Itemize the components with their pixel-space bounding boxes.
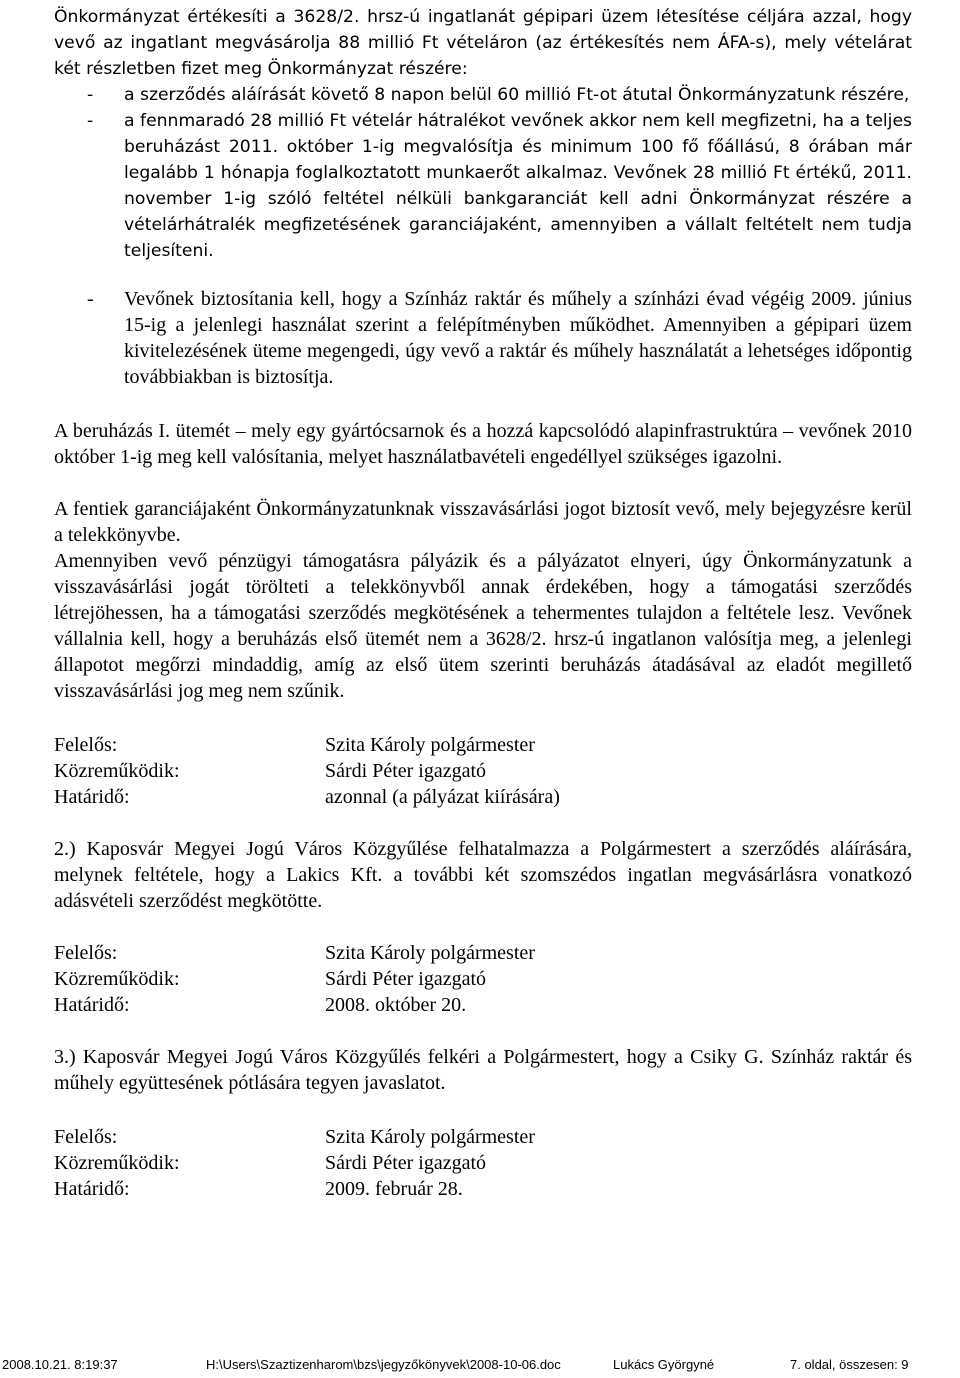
row-label: Felelős:	[54, 734, 118, 756]
paragraph: A fentiek garanciájaként Önkormányzatunknak visszavásárlási jogot biztosít vevő, mely bejegyzésre kerül a telekkönyvbe.	[54, 498, 912, 546]
row-label: Közreműködik:	[54, 760, 180, 782]
paragraph: Amennyiben vevő pénzügyi támogatásra pályázik és a pályázatot elnyeri, úgy Önkormányzatunk a visszavásárlási jogát törölteti a telekkönyvből annak érdekében, hogy a támogatási szerződés létrejöhessen, ha a támogatási szerződés megkötésének a tehermentes tulajdon a feltétele lesz. Vevőnek vállalnia kell, hogy a beruházás első ütemét nem a 3628/2. hrsz-ú ingatlanon valósítja meg, a jelenlegi állapotot megőrzi mindaddig, amíg az első ütem szerinti beruházás átadásával az eladót megillető visszavásárlási jog meg nem szűnik.	[54, 550, 912, 702]
point-3	[54, 1044, 912, 1096]
list-dash: -	[87, 85, 94, 105]
responsible-row	[54, 940, 912, 966]
responsibility-block	[54, 732, 912, 810]
responsible-row	[54, 732, 912, 758]
row-label: Közreműködik:	[54, 968, 180, 990]
row-label: Közreműködik:	[54, 1152, 180, 1174]
row-value: azonnal (a pályázat kiírására)	[325, 786, 560, 808]
row-value: Szita Károly polgármester	[325, 942, 535, 964]
footer-datetime: 2008.10.21. 8:19:37	[2, 1357, 118, 1372]
list-item-text: Vevőnek biztosítania kell, hogy a Színház raktár és műhely a színházi évad végéig 2009. június 15-ig a jelenlegi használat szerint a felépítményben működhet. Amennyiben a gépipari üzem kivitelezésének üteme megengedi, úgy vevő a raktár és műhely használatát a lehetséges időpontig továbbiakban is biztosítja.	[124, 288, 912, 388]
deadline-row	[54, 992, 912, 1018]
responsibility-block	[54, 940, 912, 1018]
footer-file-path: H:\Users\Szaztizenharom\bzs\jegyzőkönyvek\2008-10-06.doc	[206, 1357, 561, 1372]
row-value: Szita Károly polgármester	[325, 734, 535, 756]
subsidy-paragraph	[54, 548, 912, 704]
list-item	[54, 286, 912, 390]
deadline-row	[54, 784, 912, 810]
investment-paragraph	[54, 418, 912, 470]
row-value: Sárdi Péter igazgató	[325, 1152, 487, 1174]
list-item-text: a szerződés aláírását követő 8 napon belül 60 millió Ft-ot átutal Önkormányzatunk részére,	[124, 85, 910, 105]
page-footer	[0, 1356, 960, 1374]
responsible-row	[54, 1124, 912, 1150]
footer-author: Lukács Györgyné	[613, 1357, 715, 1372]
row-label: Határidő:	[54, 786, 130, 808]
paragraph: 2.) Kaposvár Megyei Jogú Város Közgyűlése felhatalmazza a Polgármestert a szerződés aláírására, melynek feltétele, hogy a Lakics Kft. a további két szomszédos ingatlan megvásárlásra vonatkozó adásvételi szerződést megkötötte.	[54, 838, 912, 912]
intro-section	[54, 4, 912, 264]
intro-item-3	[54, 286, 912, 390]
list-item	[54, 82, 912, 108]
paragraph: A beruházás I. ütemét – mely egy gyártócsarnok és a hozzá kapcsolódó alapinfrastruktúra – vevőnek 2010 október 1-ig meg kell valósítania, melyet használatbavételi engedéllyel szükséges igazolni.	[54, 420, 912, 468]
contributor-row	[54, 966, 912, 992]
responsibility-block	[54, 1124, 912, 1202]
intro-paragraph: Önkormányzat értékesíti a 3628/2. hrsz-ú ingatlanát gépipari üzem létesítése céljára azzal, hogy vevő az ingatlant megvásárolja 88 millió Ft vételáron (az értékesítés nem ÁFA-s), mely vételárat két részletben fizet meg Önkormányzat részére:	[54, 7, 912, 79]
row-label: Határidő:	[54, 1178, 130, 1200]
point-2	[54, 836, 912, 914]
list-dash: -	[87, 111, 94, 131]
row-label: Felelős:	[54, 942, 118, 964]
row-value: Sárdi Péter igazgató	[325, 760, 487, 782]
list-item	[54, 108, 912, 264]
row-label: Felelős:	[54, 1126, 118, 1148]
contributor-row	[54, 758, 912, 784]
deadline-row	[54, 1176, 912, 1202]
list-item-text: a fennmaradó 28 millió Ft vételár hátralékot vevőnek akkor nem kell megfizetni, ha a teljes beruházást 2011. október 1-ig megvalósítja és minimum 100 fő főállású, 8 órában már legalább 1 hónapja foglalkoztatott munkaerőt alkalmaz. Vevőnek 28 millió Ft értékű, 2011. november 1-ig szóló feltétel nélküli bankgaranciát kell adni Önkormányzat részére a vételárhátralék megfizetésének garanciájaként, amennyiben a vállalt feltételt nem tudja teljesíteni.	[124, 111, 912, 261]
row-value: 2009. február 28.	[325, 1178, 463, 1200]
list-dash: -	[87, 288, 94, 310]
footer-page-number: 7. oldal, összesen: 9	[790, 1357, 909, 1372]
row-value: Szita Károly polgármester	[325, 1126, 535, 1148]
guarantee-paragraph	[54, 496, 912, 548]
contributor-row	[54, 1150, 912, 1176]
paragraph: 3.) Kaposvár Megyei Jogú Város Közgyűlés felkéri a Polgármestert, hogy a Csiky G. Színház raktár és műhely együttesének pótlására tegyen javaslatot.	[54, 1046, 912, 1094]
row-value: Sárdi Péter igazgató	[325, 968, 487, 990]
row-label: Határidő:	[54, 994, 130, 1016]
row-value: 2008. október 20.	[325, 994, 467, 1016]
